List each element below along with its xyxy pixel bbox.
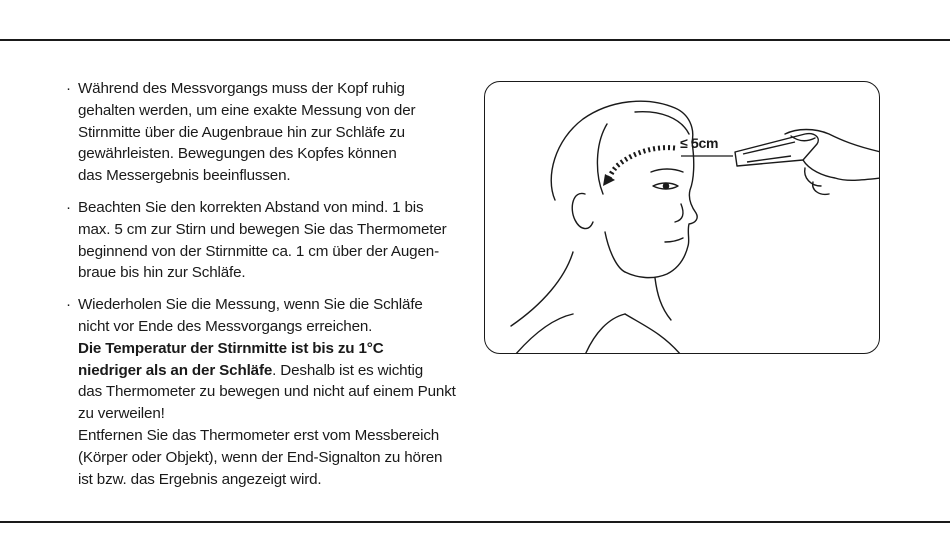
thermometer-icon <box>735 134 818 166</box>
bold-warning-fragment: niedriger als an der Schläfe <box>78 361 273 379</box>
paragraph-distance <box>66 197 456 284</box>
text-line: gewährleisten. Bewegungen des Kopfes können <box>78 145 397 163</box>
scan-arrow-head <box>603 174 615 186</box>
paragraph-repeat <box>66 294 456 490</box>
paragraph-head-still <box>66 78 456 187</box>
face-profile <box>625 142 697 278</box>
bullet: · <box>66 198 71 216</box>
bottom-rule <box>0 521 950 523</box>
text-line: beginnend von der Stirnmitte ca. 1 cm über der Augen- <box>78 242 439 260</box>
mouth <box>665 238 683 242</box>
text-line: Während des Messvorgangs muss der Kopf ruhig <box>78 80 405 97</box>
text-line: Stirnmitte über die Augenbraue hin zur Schläfe zu <box>78 123 405 141</box>
text-line: das Messergebnis beeinflussen. <box>78 167 291 185</box>
instruction-text <box>66 78 456 500</box>
mixed-line <box>78 360 456 382</box>
scan-path <box>609 148 675 178</box>
bullet: · <box>66 296 71 314</box>
text-line: Beachten Sie den korrekten Abstand von mind. 1 bis <box>78 198 424 216</box>
neck-front <box>655 278 671 320</box>
measurement-illustration <box>484 81 880 354</box>
illustration-drawing <box>485 82 880 354</box>
shirt-line <box>585 314 625 354</box>
jaw-line <box>605 232 625 272</box>
eyebrow <box>651 169 683 172</box>
pupil <box>663 183 668 188</box>
hair-strand <box>635 112 689 134</box>
shirt-collar <box>625 314 681 354</box>
text-line: das Thermometer zu bewegen und nicht auf einem Punkt <box>78 383 456 401</box>
top-rule <box>0 39 950 41</box>
text-fragment: . Deshalb ist es wichtig <box>272 361 424 379</box>
text-line: gehalten werden, um eine exakte Messung von der <box>78 101 416 119</box>
shirt-shoulder <box>515 314 573 354</box>
text-line: nicht vor Ende des Messvorgangs erreichen. <box>78 317 373 335</box>
text-line: max. 5 cm zur Stirn und bewegen Sie das Thermometer <box>78 220 447 238</box>
text-line: Entfernen Sie das Thermometer erst vom Messbereich <box>78 426 440 444</box>
neck-back <box>511 252 573 326</box>
text-line: ist bzw. das Ergebnis angezeigt wird. <box>78 470 322 488</box>
text-line: braue bis hin zur Schläfe. <box>78 264 246 282</box>
distance-label: ≤ 5cm <box>680 135 719 151</box>
ear <box>572 193 593 228</box>
text-line: zu verweilen! <box>78 405 165 423</box>
bold-warning-line: Die Temperatur der Stirnmitte ist bis zu 1°C <box>78 339 384 357</box>
bullet: · <box>66 80 71 97</box>
hair-outline <box>551 101 693 200</box>
text-line: Wiederholen Sie die Messung, wenn Sie die Schläfe <box>78 296 423 314</box>
text-line: (Körper oder Objekt), wenn der End-Signalton zu hören <box>78 448 443 466</box>
nose <box>675 204 683 222</box>
